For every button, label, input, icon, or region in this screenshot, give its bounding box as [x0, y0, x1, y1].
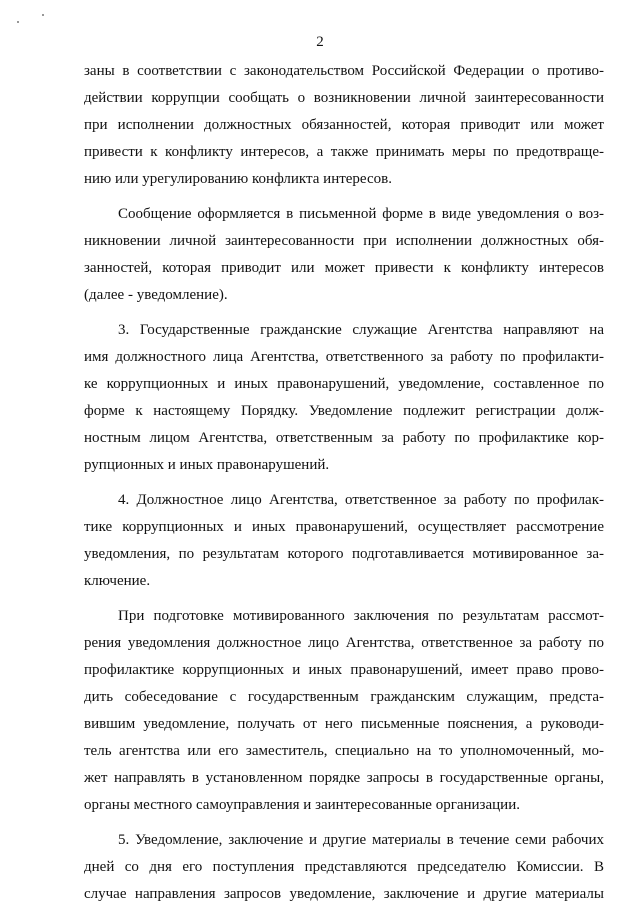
text-line: При подготовке мотивированного заключения по результатам рассмот-: [118, 608, 604, 624]
text-line: никновении личной заинтересованности при исполнении должностных обя-: [84, 233, 604, 249]
text-line: заны в соответствии с законодательством Российской Федерации о противо-: [84, 63, 604, 79]
paragraph-1: [84, 58, 604, 193]
text-line: действии коррупции сообщать о возникновении личной заинтересованности: [84, 90, 604, 106]
paragraph-6: [84, 827, 604, 908]
text-line: форме к настоящему Порядку. Уведомление подлежит регистрации долж-: [84, 403, 604, 419]
text-line: нию или урегулированию конфликта интересов.: [84, 171, 392, 187]
text-line: органы местного самоуправления и заинтересованные организации.: [84, 797, 520, 813]
text-line: вившим уведомление, получать от него письменные пояснения, а руководи-: [84, 716, 604, 732]
text-line: привести к конфликту интересов, а также принимать меры по предотвраще-: [84, 144, 604, 160]
paragraph-4: [84, 487, 604, 595]
document-body: [84, 58, 604, 916]
paragraph-2: [84, 201, 604, 309]
paragraph-5: [84, 603, 604, 819]
scan-speck: [42, 14, 44, 16]
text-line: (далее - уведомление).: [84, 287, 228, 303]
text-line: жет направлять в установленном порядке запросы в государственные органы,: [84, 770, 604, 786]
text-line: 3. Государственные гражданские служащие Агентства направляют на: [118, 322, 604, 338]
text-line: имя должностного лица Агентства, ответственного за работу по профилакти-: [84, 349, 604, 365]
text-line: тике коррупционных и иных правонарушений, осуществляет рассмотрение: [84, 519, 604, 535]
text-line: ключение.: [84, 573, 151, 589]
scan-speck: [17, 21, 19, 23]
text-line: занностей, которая приводит или может привести к конфликту интересов: [84, 260, 604, 276]
page-number: 2: [316, 34, 324, 50]
text-line: 4. Должностное лицо Агентства, ответственное за работу по профилак-: [118, 492, 604, 508]
text-line: случае направления запросов уведомление, заключение и другие материалы: [84, 886, 604, 902]
text-line: профилактике коррупционных и иных правонарушений, имеет право прово-: [84, 662, 604, 678]
text-line: тель агентства или его заместитель, специально на то уполномоченный, мо-: [84, 743, 604, 759]
text-line: дней со дня его поступления представляются председателю Комиссии. В: [84, 859, 604, 875]
text-line: уведомления, по результатам которого подготавливается мотивированное за-: [84, 546, 604, 562]
paragraph-3: [84, 317, 604, 479]
text-line: 5. Уведомление, заключение и другие материалы в течение семи рабочих: [118, 832, 604, 848]
text-line: рения уведомления должностное лицо Агентства, ответственное за работу по: [84, 635, 604, 651]
text-line: при исполнении должностных обязанностей, которая приводит или может: [84, 117, 604, 133]
text-line: рупционных и иных правонарушений.: [84, 457, 330, 473]
text-line: Сообщение оформляется в письменной форме в виде уведомления о воз-: [118, 206, 604, 222]
text-line: дить собеседование с государственным гражданским служащим, предста-: [84, 689, 604, 705]
text-line: ке коррупционных и иных правонарушений, уведомление, составленное по: [84, 376, 604, 392]
text-line: ностным лицом Агентства, ответственным за работу по профилактике кор-: [84, 430, 604, 446]
